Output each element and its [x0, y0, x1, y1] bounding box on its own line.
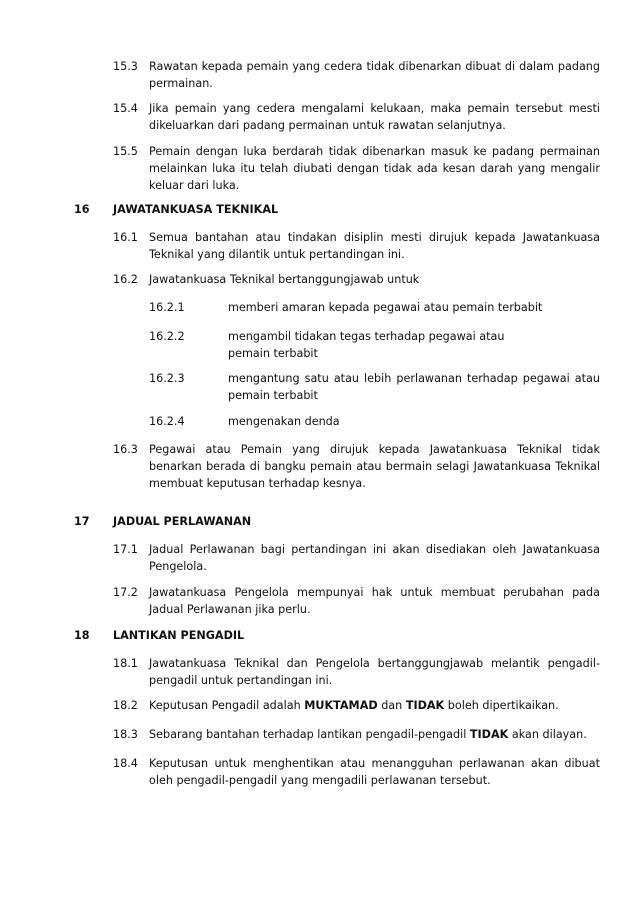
section-title: JADUAL PERLAWANAN: [113, 515, 252, 528]
clause-text: Jika pemain yang cedera mengalami kelukaan, maka pemain tersebut mesti dikeluarkan dari padang permainan untuk rawatan selanjutnya.: [149, 102, 600, 132]
clause-text: Rawatan kepada pemain yang cedera tidak dibenarkan dibuat di dalam padang permainan.: [149, 60, 600, 90]
subclause-number: 16.2.2: [149, 330, 185, 343]
clause-text-run: Keputusan Pengadil adalah: [149, 699, 305, 712]
clause-text: [149, 697, 600, 714]
clause-text-run: dan: [377, 699, 406, 712]
clause-number: 18.1: [113, 657, 138, 670]
clause-text: Pegawai atau Pemain yang dirujuk kepada Jawatankuasa Teknikal tidak benarkan berada di bangku pemain atau bermain selagi Jawatankuasa Teknikal membuat keputusan terhadap kesnya.: [149, 443, 600, 490]
clause-number: 15.3: [113, 60, 138, 73]
clause-number: 15.4: [113, 102, 138, 115]
section-number: 17: [74, 515, 90, 528]
clause-number: 18.4: [113, 757, 138, 770]
emphasis-text: MUKTAMAD: [304, 699, 378, 712]
clause-text-run: akan dilayan.: [508, 728, 587, 741]
clause-text: Keputusan untuk menghentikan atau menangguhan perlawanan akan dibuat oleh pengadil-pengadil yang mengadili perlawanan tersebut.: [149, 757, 600, 787]
section-number: 16: [74, 203, 90, 216]
emphasis-text: TIDAK: [405, 699, 445, 712]
clause-text-run: boleh dipertikaikan.: [444, 699, 559, 712]
clause-text-run: Sebarang bantahan terhadap lantikan pengadil-pengadil: [149, 728, 470, 741]
clause-text: Jadual Perlawanan bagi pertandingan ini akan disediakan oleh Jawatankuasa Pengelola.: [149, 543, 600, 573]
clause-number: 16.3: [113, 443, 138, 456]
clause-number: 16.1: [113, 231, 138, 244]
clause-text: Pemain dengan luka berdarah tidak dibenarkan masuk ke padang permainan melainkan luka itu telah diubati dengan tidak ada kesan darah yang mengalir keluar dari luka.: [149, 145, 600, 192]
clause-number: 17.2: [113, 586, 138, 599]
subclause-text: [228, 328, 600, 362]
clause-text: Jawatankuasa Teknikal bertanggungjawab untuk: [149, 273, 420, 286]
clause-number: 15.5: [113, 145, 138, 158]
clause-number: 18.3: [113, 728, 138, 741]
clause-text: Semua bantahan atau tindakan disiplin mesti dirujuk kepada Jawatankuasa Teknikal yang dilantik untuk pertandingan ini.: [149, 231, 600, 261]
clause-number: 18.2: [113, 699, 138, 712]
subclause-text-line: mengambil tidakan tegas terhadap pegawai atau: [228, 330, 505, 343]
subclause-number: 16.2.3: [149, 372, 185, 385]
clause-text: Jawatankuasa Teknikal dan Pengelola bertanggungjawab melantik pengadil-pengadil untuk pertandingan ini.: [149, 657, 600, 687]
clause-text: [149, 726, 600, 743]
section-title: LANTIKAN PENGADIL: [113, 629, 245, 642]
subclause-text: mengantung satu atau lebih perlawanan terhadap pegawai atau pemain terbabit: [228, 372, 600, 402]
clause-number: 17.1: [113, 543, 138, 556]
emphasis-text: TIDAK: [469, 728, 509, 741]
section-number: 18: [74, 629, 90, 642]
subclause-text: mengenakan denda: [228, 415, 340, 428]
subclause-text: memberi amaran kepada pegawai atau pemain terbabit: [228, 301, 543, 314]
section-title: JAWATANKUASA TEKNIKAL: [113, 203, 279, 216]
clause-text: Jawatankuasa Pengelola mempunyai hak untuk membuat perubahan pada Jadual Perlawanan jika perlu.: [149, 586, 600, 616]
subclause-number: 16.2.1: [149, 301, 185, 314]
clause-number: 16.2: [113, 273, 138, 286]
subclause-number: 16.2.4: [149, 415, 185, 428]
subclause-text-line: pemain terbabit: [228, 347, 318, 360]
